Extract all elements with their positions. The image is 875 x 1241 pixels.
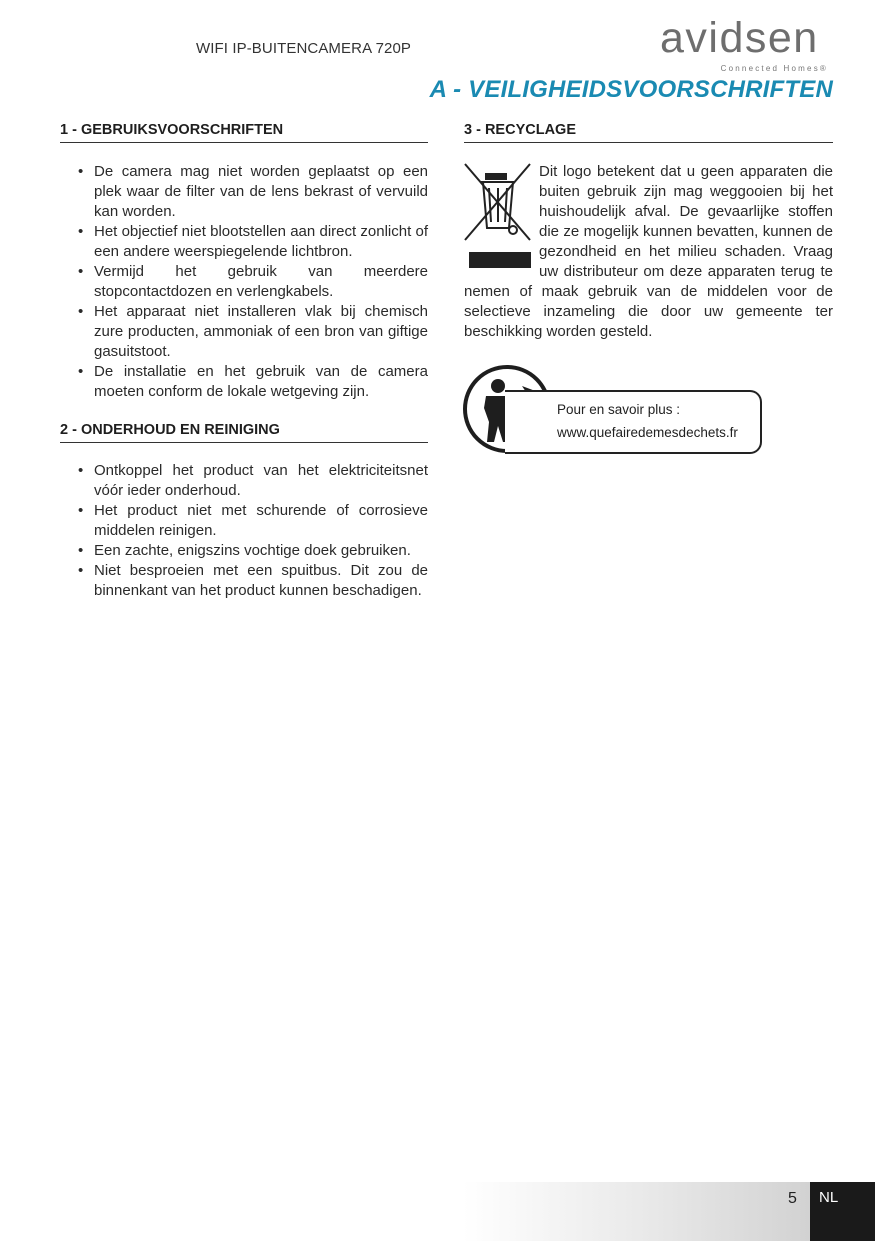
bullet-icon: •: [78, 562, 84, 579]
list-item: • Ontkoppel het product van het elektriciteitsnet vóór ieder onderhoud.: [78, 462, 428, 499]
bullet-icon: •: [78, 263, 84, 280]
recycling-paragraph: Dit logo betekent dat u geen apparaten die buiten gebruik zijn mag weggooien bij het huishoudelijk afval. De gevaarlijke stoffen die ze mogelijk kunnen bevatten, kunnen de gezondheid en het milieu schaden. Vraag uw distributeur om deze apparaten terug te nemen of maak gebruik van de middelen voor de selectieve inzameling die door uw gemeente ter beschikking worden gesteld.: [464, 163, 833, 340]
page-number: 5: [788, 1190, 797, 1207]
list-item: • Het product niet met schurende of corrosieve middelen reinigen.: [78, 502, 428, 539]
maintenance-list: [60, 461, 428, 601]
document-title: WIFI IP-BUITENCAMERA 720P: [196, 40, 412, 57]
bullet-icon: •: [78, 542, 84, 559]
brand-wordmark: avidsen: [660, 14, 819, 62]
info-website-link[interactable]: www.quefairedemesdechets.fr: [557, 425, 738, 440]
brand-tagline: Connected Homes®: [720, 64, 828, 73]
footer-bar: [463, 1182, 810, 1241]
heading-recyclage: 3 - RECYCLAGE: [464, 122, 833, 143]
brand-logo: [660, 14, 830, 73]
list-item: • Het apparaat niet installeren vlak bij chemisch zure producten, ammoniak of een bron van giftige gasuitstoot.: [78, 303, 428, 360]
weee-crossed-bin-icon: [464, 162, 532, 270]
section-title: A - VEILIGHEIDSVOORSCHRIFTEN: [429, 76, 833, 103]
bullet-icon: •: [78, 502, 84, 519]
bullet-icon: •: [78, 303, 84, 320]
usage-instructions-list: [60, 162, 428, 402]
bullet-icon: •: [78, 223, 84, 240]
recycling-info-box: [505, 390, 762, 454]
list-item: • Niet besproeien met een spuitbus. Dit zou de binnenkant van het product kunnen beschadigen.: [78, 562, 428, 599]
info-label: Pour en savoir plus :: [557, 402, 681, 417]
bullet-icon: •: [78, 363, 84, 380]
heading-gebruiksvoorschriften: 1 - GEBRUIKSVOORSCHRIFTEN: [60, 122, 428, 143]
language-label: NL: [819, 1189, 839, 1206]
list-item: • Vermijd het gebruik van meerdere stopcontactdozen en verlengkabels.: [78, 263, 428, 300]
heading-onderhoud: 2 - ONDERHOUD EN REINIGING: [60, 422, 428, 443]
list-item: • Het objectief niet blootstellen aan direct zonlicht of een andere weerspiegelende lichtbron.: [78, 223, 428, 260]
bullet-icon: •: [78, 163, 84, 180]
list-item: • De camera mag niet worden geplaatst op een plek waar de filter van de lens bekrast of vervuild kan worden.: [78, 163, 428, 220]
list-item: • Een zachte, enigszins vochtige doek gebruiken.: [78, 542, 411, 559]
language-tab: [810, 1182, 875, 1241]
bullet-icon: •: [78, 462, 84, 479]
list-item: • De installatie en het gebruik van de camera moeten conform de lokale wetgeving zijn.: [78, 363, 428, 400]
